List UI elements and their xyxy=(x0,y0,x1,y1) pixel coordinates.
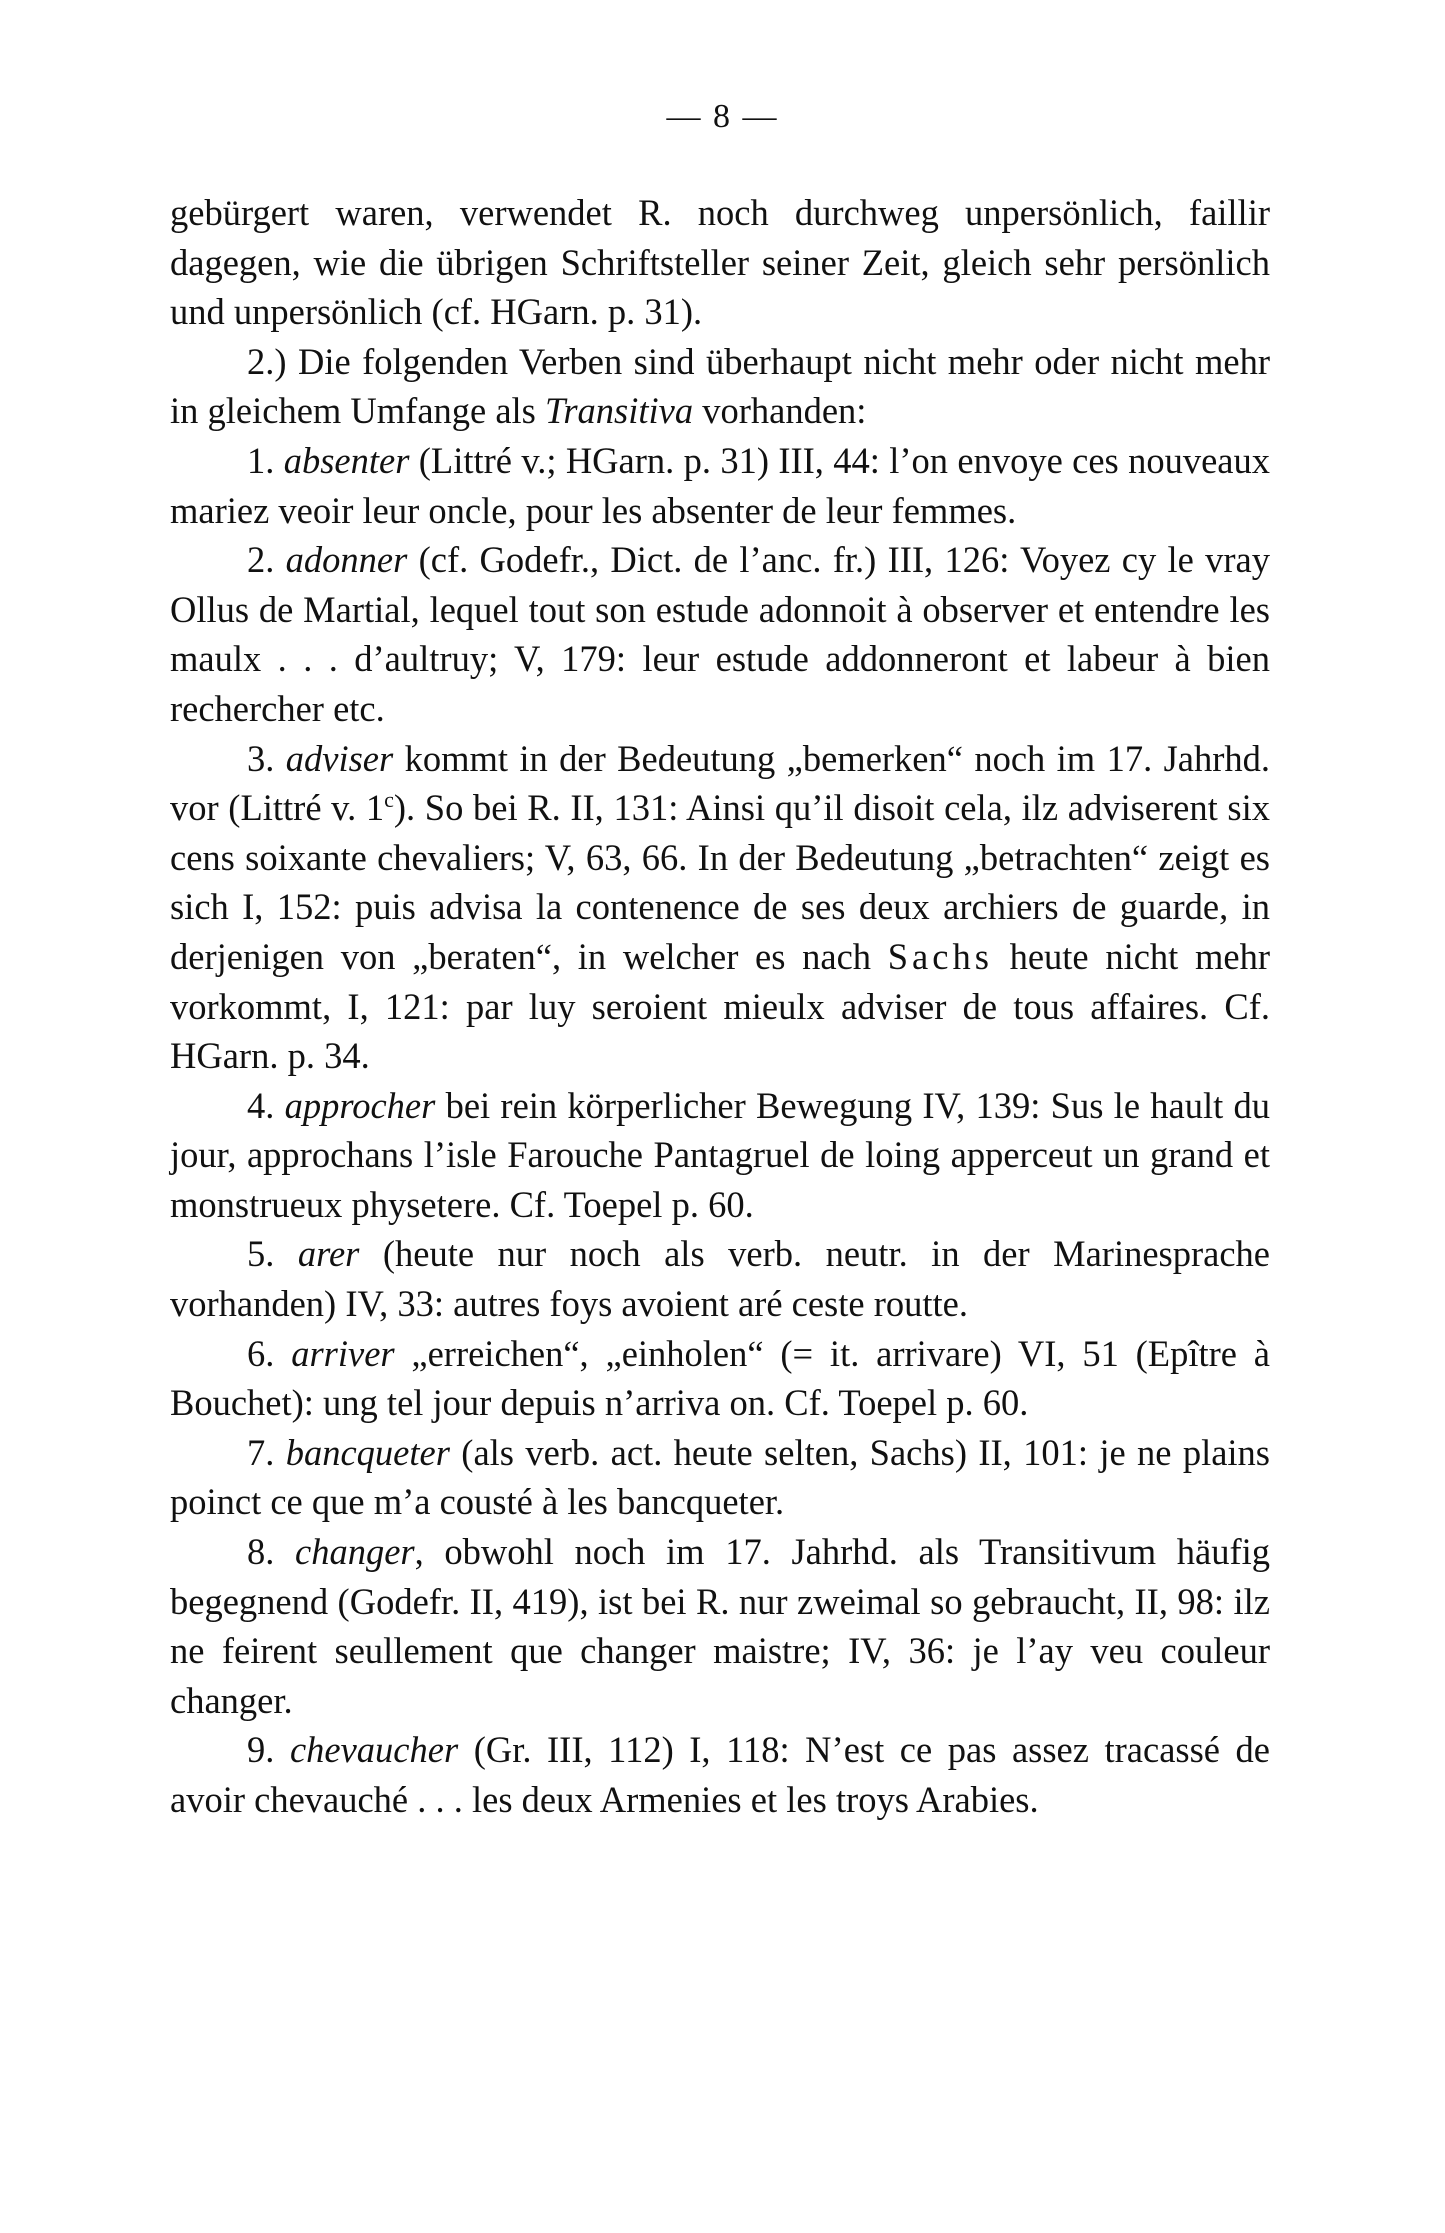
entry-lemma: changer xyxy=(295,1531,415,1573)
entry-number: 5. xyxy=(247,1233,298,1275)
entry-lemma: arriver xyxy=(291,1332,395,1374)
entry-lemma: adonner xyxy=(285,539,408,581)
paragraph-section-2 xyxy=(170,337,1270,436)
paragraph-text: vorhanden: xyxy=(693,390,867,432)
entry-lemma: arer xyxy=(297,1233,360,1275)
entry-number: 8. xyxy=(247,1531,295,1573)
entry-arriver xyxy=(170,1329,1270,1428)
entry-text: „erreichen“, „einholen“ (= it. arrivare) VI, 51 (Epître à Bouchet): ung tel jour depuis n’arriva on. Cf. Toepel p. 60. xyxy=(170,1332,1271,1424)
entry-number: 4. xyxy=(247,1084,285,1126)
entry-text: bei rein körperlicher Bewegung IV, 139: Sus le hault du jour, approchans l’isle Farouche Pantagruel de loing apperceut un grand et monstrueux physetere. Cf. Toepel p. 60. xyxy=(170,1084,1270,1225)
paragraph-text: gebürgert waren, verwendet R. noch durchweg unpersönlich, faillir dagegen, wie die übrigen Schriftsteller seiner Zeit, gleich sehr persönlich und unpersönlich (cf. HGarn. p. 31). xyxy=(170,192,1270,333)
entry-text: heute nicht mehr vorkommt, I, 121: par luy seroient mieulx adviser de tous affaires. Cf. HGarn. p. 34. xyxy=(170,935,1270,1077)
entry-lemma: absenter xyxy=(283,439,410,481)
entry-text: (als verb. act. heute selten, Sachs) II, 101: je ne plains poinct ce que m’a cousté à les bancqueter. xyxy=(170,1431,1271,1523)
entry-absenter xyxy=(170,436,1270,535)
entry-number: 9. xyxy=(247,1729,290,1771)
paragraph-continuation xyxy=(170,188,1270,337)
entry-text: kommt in der Bedeutung „bemerken“ noch im 17. Jahrhd. vor (Littré v. 1 xyxy=(170,737,1271,829)
entry-number: 3. xyxy=(247,737,286,779)
entry-lemma: chevaucher xyxy=(289,1729,459,1771)
entry-text: ). So bei R. II, 131: Ainsi qu’il disoit cela, ilz adviserent six cens soixante chevaliers; V, 63, 66. In der Bedeutung „betrachten“ zeigt es sich I, 152: puis advisa la contenence de ses deux archiers de guarde, in derjenigen von „beraten“, in welcher es nach xyxy=(170,787,1270,977)
entry-number: 6. xyxy=(247,1332,292,1374)
entry-adonner xyxy=(170,535,1270,733)
entry-text: (heute nur noch als verb. neutr. in der Marinesprache vorhanden) IV, 33: autres foys avoient aré ceste routte. xyxy=(170,1233,1270,1325)
entry-text: (cf. Godefr., Dict. de l’anc. fr.) III, 126: Voyez cy le vray Ollus de Martial, lequel tout son estude adonnoit à observer et entendre les maulx . . . d’aultruy; V, 179: leur estude addonneront et labeur à bien rechercher etc. xyxy=(170,539,1270,729)
entry-lemma: adviser xyxy=(285,737,394,779)
page-number: — 8 — xyxy=(666,98,779,135)
entry-arer xyxy=(170,1229,1270,1328)
paragraph-text: 2.) Die folgenden Verben sind überhaupt nicht mehr oder nicht mehr in gleichem Umfange als xyxy=(170,340,1270,432)
entry-changer xyxy=(170,1527,1270,1725)
entry-number: 1. xyxy=(247,439,284,481)
entry-chevaucher xyxy=(170,1725,1270,1824)
entry-adviser xyxy=(170,734,1270,1081)
entry-text: , obwohl noch im 17. Jahrhd. als Transitivum häufig begegnend (Godefr. II, 419), ist bei R. nur zweimal so gebraucht, II, 98: ilz ne feirent seullement que changer maistre; IV, 36: je l’ay veu couleur changer. xyxy=(170,1531,1271,1721)
term-transitiva: Transitiva xyxy=(545,390,694,432)
entry-text: (Gr. III, 112) I, 118: N’est ce pas assez tracassé de avoir chevauché . . . les deux Armenies et les troys Arabies. xyxy=(170,1729,1271,1820)
entry-number: 7. xyxy=(247,1431,286,1473)
superscript: c xyxy=(384,786,394,812)
entry-lemma: bancqueter xyxy=(285,1431,450,1473)
entry-lemma: approcher xyxy=(284,1084,436,1126)
entry-number: 2. xyxy=(247,539,286,581)
entry-bancqueter xyxy=(170,1428,1270,1527)
entry-approcher xyxy=(170,1081,1270,1230)
entry-text: (Littré v.; HGarn. p. 31) III, 44: l’on envoye ces nouveaux mariez veoir leur oncle, pour les absenter de leur femmes. xyxy=(170,439,1270,531)
author-name: Sachs xyxy=(887,935,993,977)
page-body xyxy=(170,188,1270,1825)
